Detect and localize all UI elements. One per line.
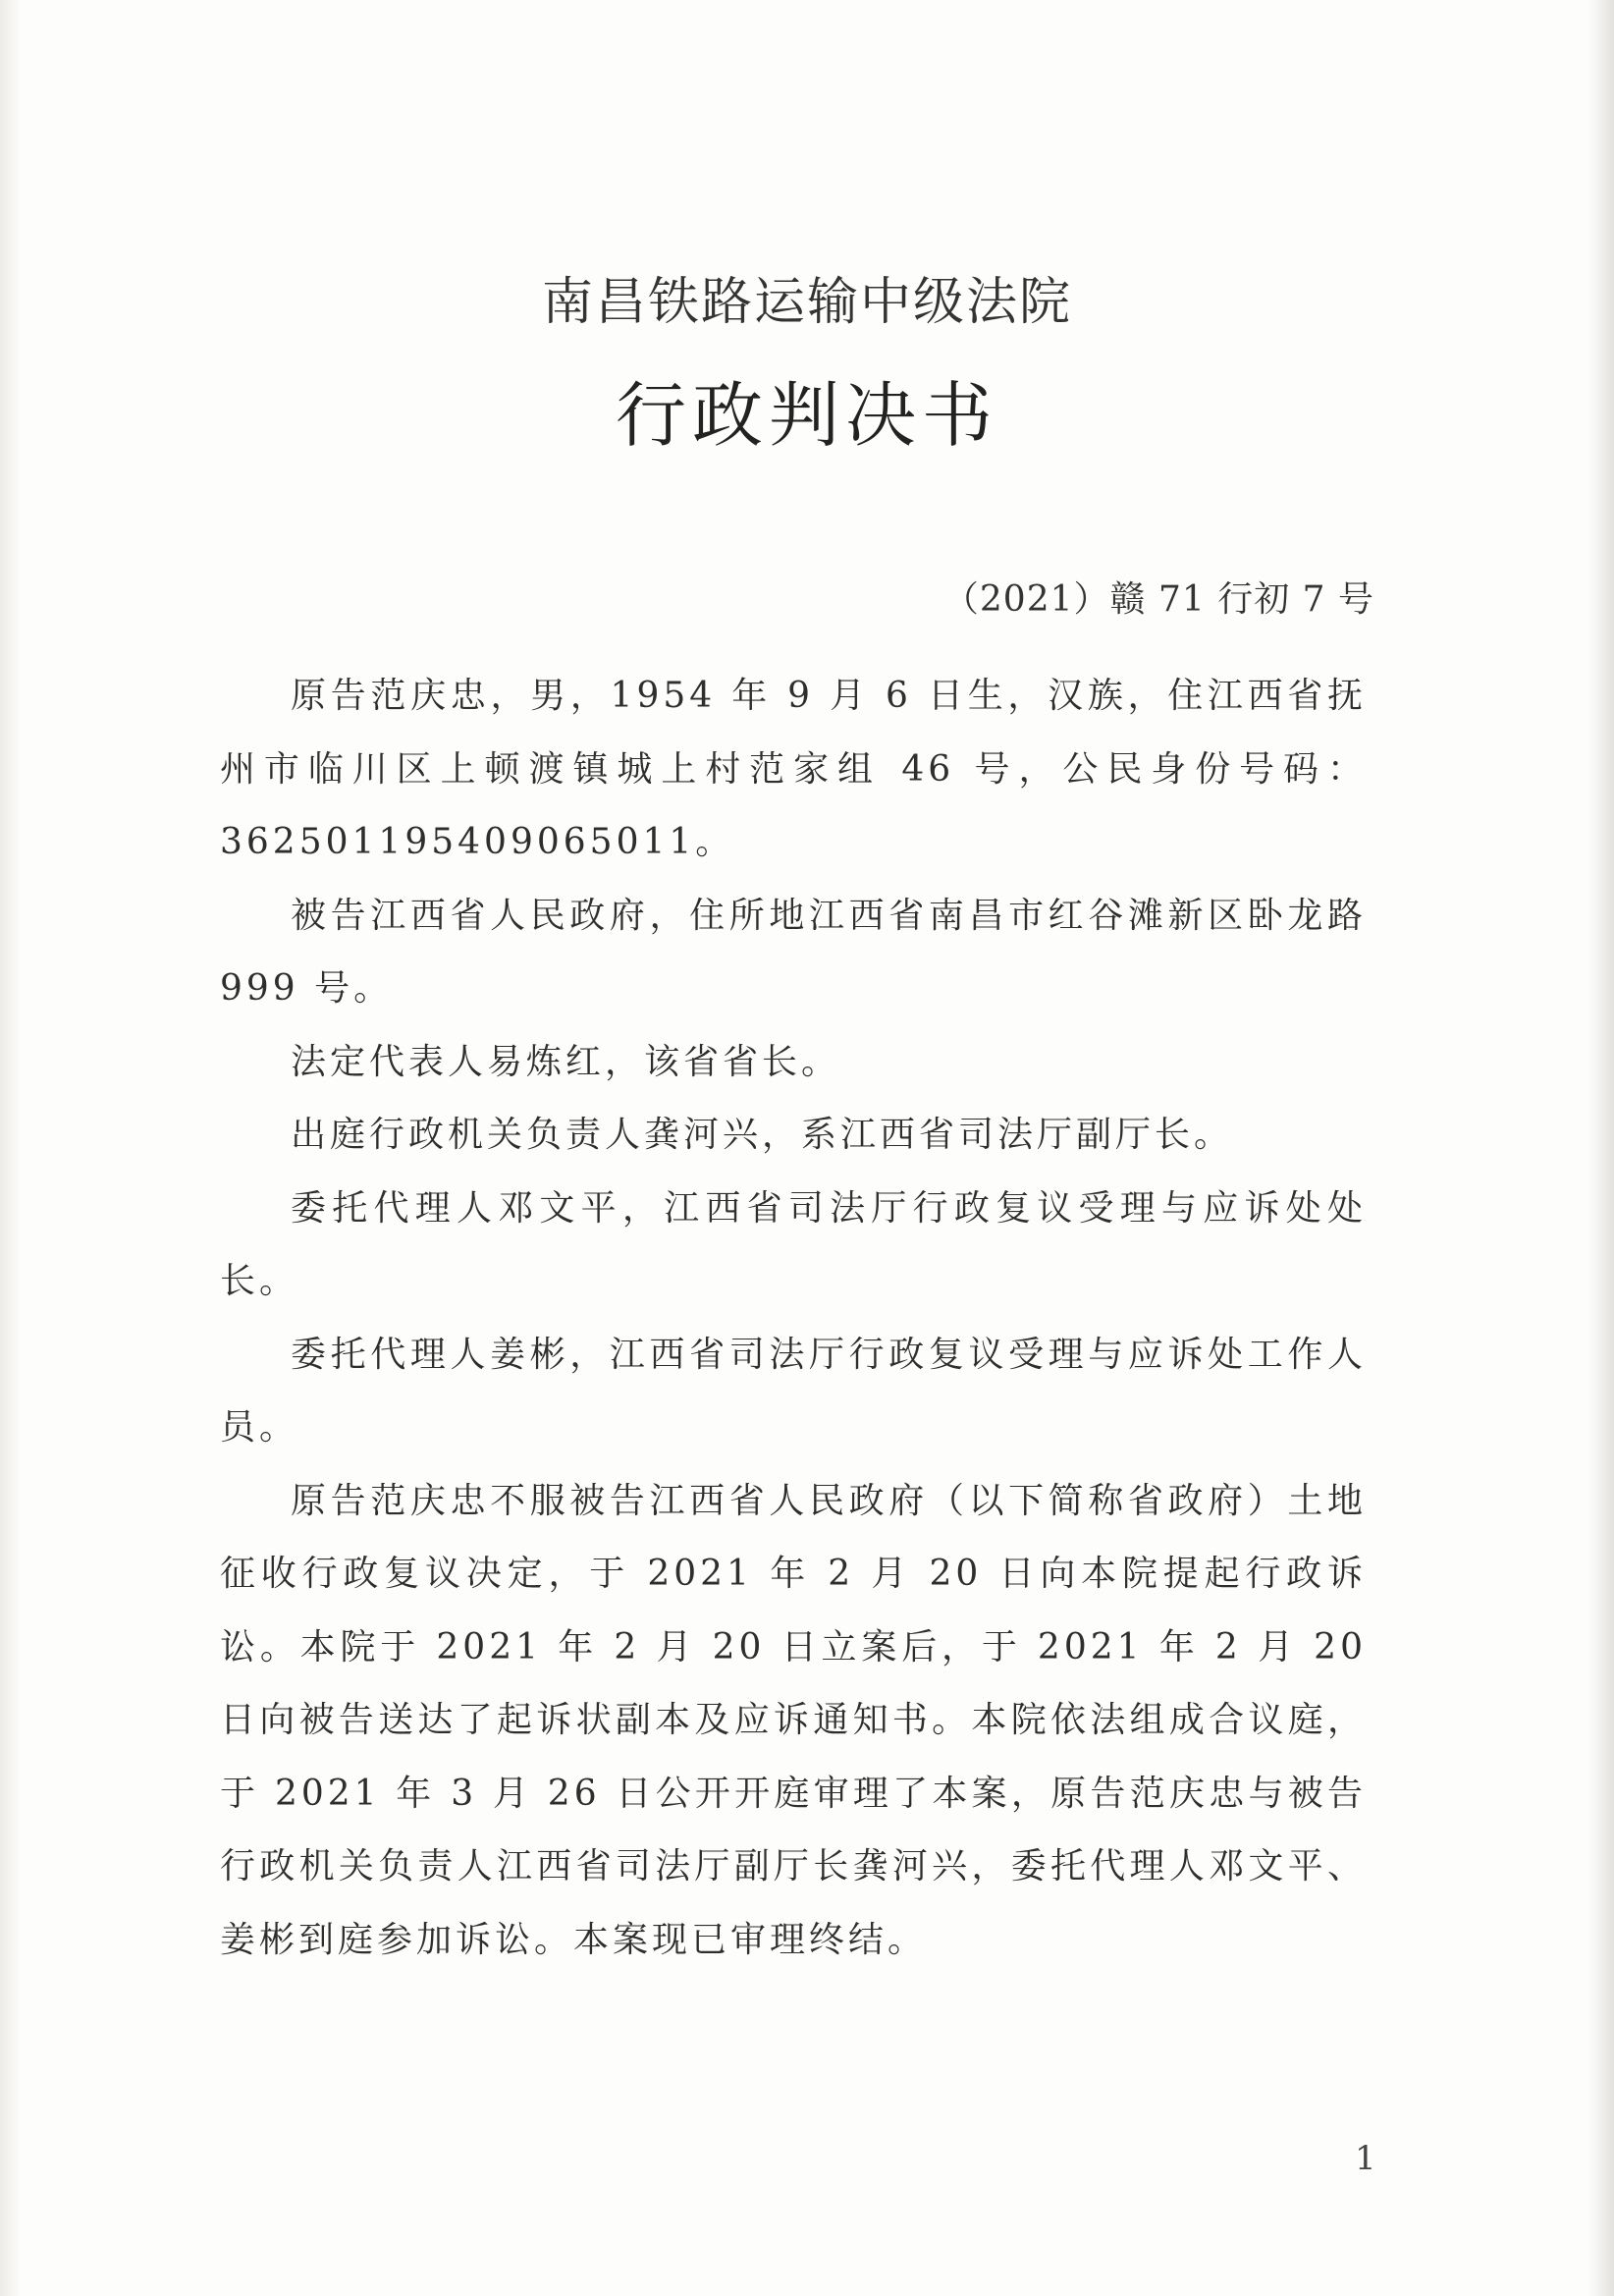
court-name: 南昌铁路运输中级法院 bbox=[541, 273, 1072, 332]
paragraph-legal-representative: 法定代表人易炼红，该省省长。 bbox=[291, 1041, 841, 1082]
document-body bbox=[220, 660, 1367, 1977]
paragraph-appearing-official: 出庭行政机关负责人龚河兴，系江西省司法厅副厅长。 bbox=[291, 1115, 1234, 1155]
document-title: 行政判决书 bbox=[615, 374, 998, 457]
case-number: （2021）赣 71 行初 7 号 bbox=[942, 579, 1374, 620]
page-number: 1 bbox=[1355, 2139, 1376, 2178]
paragraph-defendant: 被告江西省人民政府，住所地江西省南昌市红谷滩新区卧龙路 999 号。 bbox=[220, 895, 1367, 1009]
paragraph-agent-deng: 委托代理人邓文平，江西省司法厅行政复议受理与应诉处处长。 bbox=[220, 1187, 1367, 1301]
scan-edge-left bbox=[0, 0, 22, 2296]
paragraph-case-history: 原告范庆忠不服被告江西省人民政府（以下简称省政府）土地征收行政复议决定，于 2021 年 2 月 20 日向本院提起行政诉讼。本院于 2021 年 2 月 20 日立案后，于 2021 年 2 月 20 日向被告送达了起诉状副本及应诉通知书。本院依法组成合议庭，于 2021 年 3 月 26 日公开开庭审理了本案，原告范庆忠与被告行政机关负责人江西省司法厅副厅长龚河兴，委托代理人邓文平、姜彬到庭参加诉讼。本案现已审理终结。 bbox=[220, 1480, 1367, 1960]
scan-edge-right bbox=[1588, 0, 1614, 2296]
paragraph-plaintiff: 原告范庆忠，男，1954 年 9 月 6 日生，汉族，住江西省抚州市临川区上顿渡镇城上村范家组 46 号，公民身份号码：362501195409065011。 bbox=[220, 676, 1367, 862]
paragraph-agent-jiang: 委托代理人姜彬，江西省司法厅行政复议受理与应诉处工作人员。 bbox=[220, 1334, 1367, 1448]
